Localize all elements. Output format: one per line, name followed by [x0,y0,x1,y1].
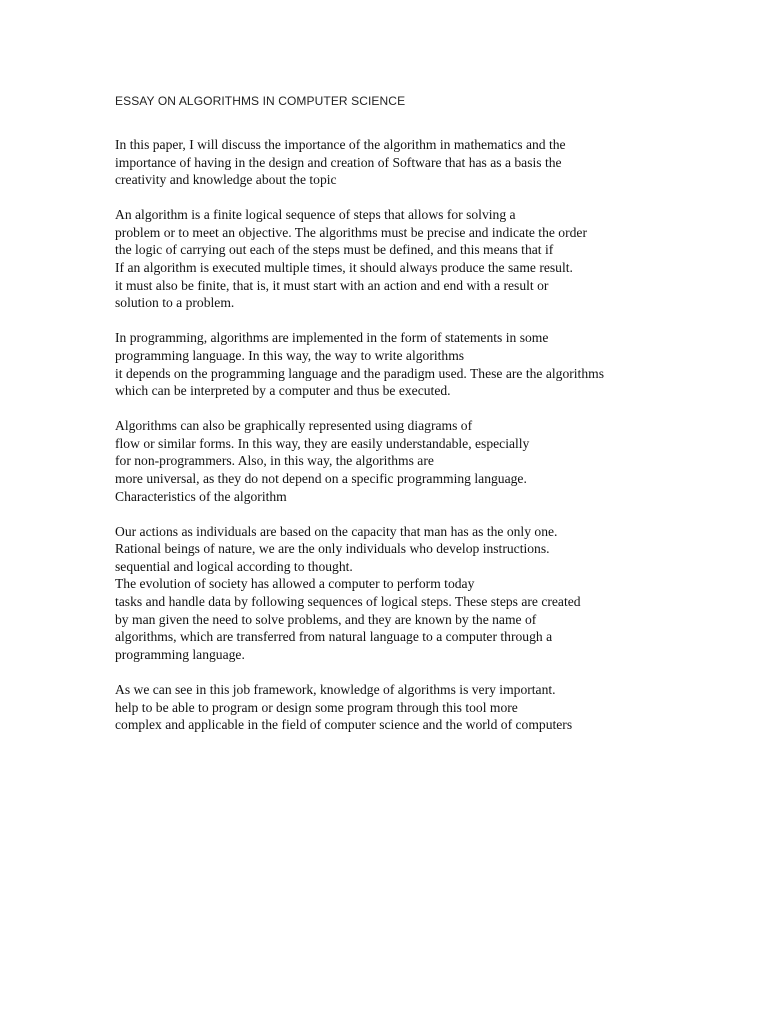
paragraph-1 [115,136,755,189]
text-line: programming language. [115,646,245,662]
paragraph-3 [115,329,755,399]
text-line: creativity and knowledge about the topic [115,172,337,188]
text-line: it must also be finite, that is, it must start with an action and end with a result or [115,277,549,293]
text-line: by man given the need to solve problems, and they are known by the name of [115,611,537,627]
text-line: for non-programmers. Also, in this way, the algorithms are [115,453,434,469]
text-line: tasks and handle data by following sequences of logical steps. These steps are created [115,594,581,610]
text-line: problem or to meet an objective. The algorithms must be precise and indicate the order [115,224,587,240]
text-line: Our actions as individuals are based on the capacity that man has as the only one. [115,523,558,539]
document-body [115,136,755,751]
document-title: ESSAY ON ALGORITHMS IN COMPUTER SCIENCE [115,94,406,108]
text-line: it depends on the programming language and the paradigm used. These are the algorithms [115,365,604,381]
text-line: complex and applicable in the field of computer science and the world of computers [115,717,573,733]
text-line: In this paper, I will discuss the importance of the algorithm in mathematics and the [115,137,566,152]
text-line: As we can see in this job framework, knowledge of algorithms is very important. [115,681,556,697]
text-line: programming language. In this way, the way to write algorithms [115,347,465,363]
paragraph-5 [115,523,755,664]
text-line: importance of having in the design and creation of Software that has as a basis the [115,154,562,170]
paragraph-4 [115,417,755,505]
text-line: which can be interpreted by a computer and thus be executed. [115,383,451,399]
text-line: An algorithm is a finite logical sequence of steps that allows for solving a [115,207,516,223]
text-line: the logic of carrying out each of the steps must be defined, and this means that if [115,242,554,258]
text-line: more universal, as they do not depend on a specific programming language. [115,471,527,486]
paragraph-2 [115,206,755,312]
text-line: algorithms, which are transferred from natural language to a computer through a [115,629,553,645]
text-line: solution to a problem. [115,295,235,311]
text-line: Rational beings of nature, we are the only individuals who develop instructions. [115,541,550,557]
text-line: If an algorithm is executed multiple times, it should always produce the same result. [115,260,573,276]
text-line: Characteristics of the algorithm [115,488,287,504]
text-line: help to be able to program or design some program through this tool more [115,699,518,715]
text-line: sequential and logical according to thought. [115,558,353,574]
text-line: The evolution of society has allowed a computer to perform today [115,576,475,592]
text-line: In programming, algorithms are implemented in the form of statements in some [115,330,549,346]
text-line: Algorithms can also be graphically represented using diagrams of [115,418,473,434]
paragraph-6 [115,681,755,734]
text-line: flow or similar forms. In this way, they are easily understandable, especially [115,435,530,451]
